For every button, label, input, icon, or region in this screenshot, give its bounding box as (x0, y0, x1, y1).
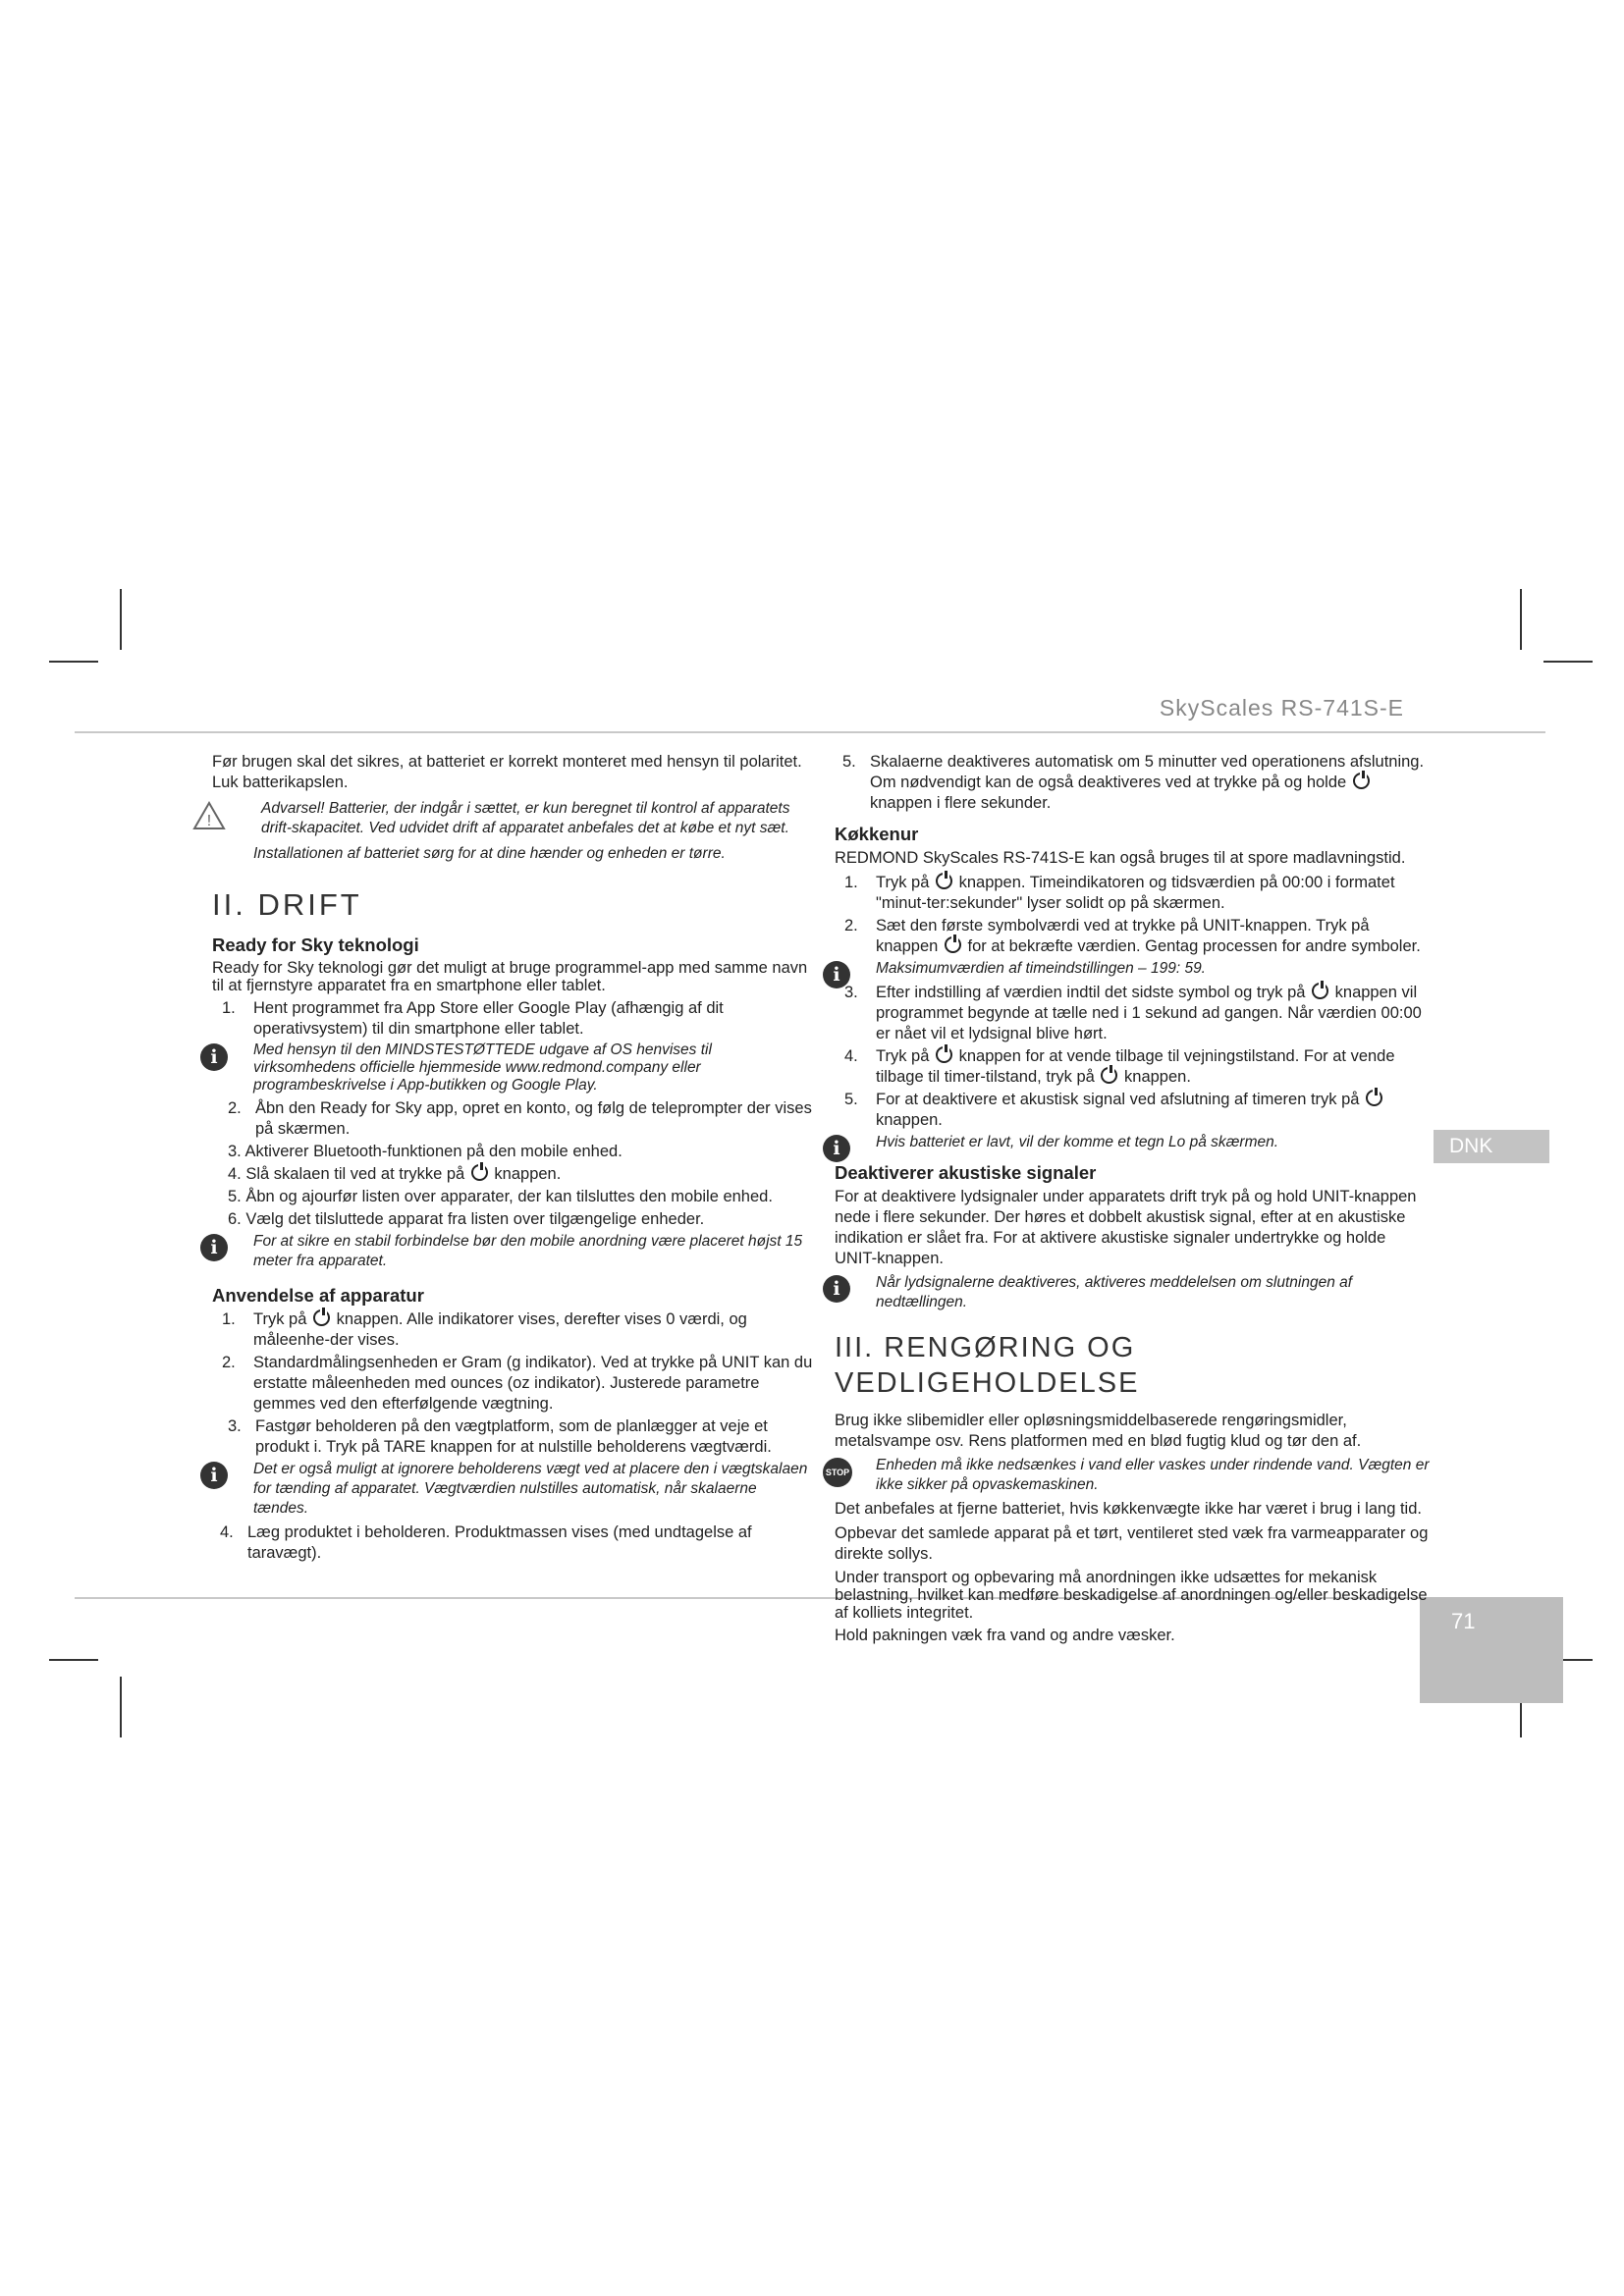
info-icon: i (200, 1462, 228, 1489)
power-icon (1366, 1090, 1382, 1106)
crop-mark (1520, 589, 1522, 650)
use-title: Anvendelse af apparatur (212, 1285, 424, 1306)
power-icon (471, 1164, 488, 1181)
left-column (206, 752, 815, 1566)
list-item: 5. For at deaktivere et akustisk signal ved afslutning af timeren tryk på knappen. (835, 1090, 1432, 1131)
model-name: SkyScales RS-741S-E (1159, 695, 1404, 721)
power-icon (936, 1046, 952, 1063)
timer-steps (835, 873, 1432, 957)
use-note: i Det er også muligt at ignorere beholderens vægt ved at placere den i vægtskalaen for tænding af apparatet. Vægtværdien nulstilles automatisk, når skalaerne tændes. (200, 1460, 815, 1519)
svg-text:!: ! (206, 813, 212, 829)
sound-note: i Når lydsignalerne deaktiveres, aktiveres meddelelsen om slutningen af nedtællingen. (823, 1273, 1432, 1312)
clean-p5: Hold pakningen væk fra vand og andre væsker. (835, 1627, 1175, 1644)
crop-mark (120, 589, 122, 650)
timer-steps-2 (835, 983, 1432, 1131)
list-item: 3. Fastgør beholderen på den vægtplatform, som de planlægger at veje et produkt i. Tryk på TARE knappen for at nulstille beholderens vægtværdi. (228, 1417, 772, 1456)
list-item: 1. Tryk på knappen. Alle indikatorer vises, derefter vises 0 værdi, og måleenhe-der vises. (222, 1310, 747, 1349)
crop-mark (49, 1659, 98, 1661)
warning-note (206, 799, 815, 838)
use-steps (212, 1309, 815, 1415)
power-icon (945, 936, 961, 953)
install-note: Installationen af batteriet sørg for at dine hænder og enheden er tørre. (253, 845, 726, 862)
sound-text: For at deaktivere lydsignaler under apparatets drift tryk på og hold UNIT-knappen nede i flere sekunder. Der høres et dobbelt akustisk signal, efter at en akustiske indikation er slået fra. For at aktivere akustiske signaler undertrykke og holde UNIT-knappen. (835, 1188, 1417, 1267)
power-icon (1312, 983, 1328, 999)
language-tab: DNK (1434, 1130, 1549, 1163)
list-item: 1. Tryk på knappen. Timeindikatoren og tidsværdien på 00:00 i formatet "minut-ter:sekunder" lyser solidt op på skærmen. (844, 874, 1395, 912)
list-item: 2. Åbn den Ready for Sky app, opret en konto, og følg de teleprompter der vises på skærmen. (228, 1099, 812, 1138)
list-item: 3. Aktiverer Bluetooth-funktionen på den mobile enhed. (228, 1143, 623, 1160)
clean-p2: Det anbefales at fjerne batteriet, hvis køkkenvægte ikke har været i brug i lang tid. (835, 1500, 1422, 1518)
info-icon: i (200, 1234, 228, 1261)
sound-title: Deaktiverer akustiske signaler (835, 1162, 1097, 1183)
clean-p4: Under transport og opbevaring må anordningen ikke udsættes for mekanisk belastning, hvilket kan medføre beskadigelse af anordningen og/eller beskadigelse af kolliets integritet. (835, 1569, 1428, 1622)
list-item: 5. Skalaerne deaktiveres automatisk om 5 minutter ved operationens afslutning. Om nødvendigt kan de også deaktiveres ved at trykke på og holde knappen i flere sekunder. (842, 753, 1425, 812)
use-steps-3 (212, 1522, 815, 1564)
info-icon: i (823, 961, 850, 988)
use-steps-2 (212, 1416, 815, 1458)
list-item: 2. Standardmålingsenheden er Gram (g indikator). Ved at trykke på UNIT kan du erstatte måleenheden med ounces (oz indikator). Justerede parametre gemmes ved den efterfølgende vægtning. (222, 1354, 813, 1413)
header-rule (75, 731, 1545, 733)
section-clean-title: III. RENGØRING OG VEDLIGEHOLDELSE (835, 1332, 1140, 1399)
list-item: 4. Tryk på knappen for at vende tilbage til vejningstilstand. For at vende tilbage til timer-tilstand, tryk på knappen. (844, 1047, 1395, 1086)
timer-note2: i Hvis batteriet er lavt, vil der komme et tegn Lo på skærmen. (823, 1133, 1432, 1152)
crop-mark (1543, 661, 1593, 663)
stop-icon: STOP (823, 1458, 852, 1487)
clean-p3: Opbevar det samlede apparat på et tørt, ventileret sted væk fra varmeapparater og direkte sollys. (835, 1524, 1429, 1563)
right-step5 (835, 752, 1432, 814)
warning-icon (192, 801, 226, 836)
sky-intro: Ready for Sky teknologi gør det muligt at bruge programmel-app med samme navn til at fjernstyre apparatet fra en smartphone eller tablet. (212, 959, 808, 994)
power-icon (936, 873, 952, 889)
timer-note1: i Maksimumværdien af timeindstillingen – 199: 59. (823, 959, 1432, 979)
list-item: 1. Hent programmet fra App Store eller Google Play (afhængig af dit operativsystem) til din smartphone eller tablet. (222, 999, 724, 1038)
sky-steps (212, 998, 815, 1040)
crop-mark (49, 661, 98, 663)
sky-steps-2 (212, 1098, 815, 1230)
list-item: 2. Sæt den første symbolværdi ved at trykke på UNIT-knappen. Tryk på knappen for at bekræfte værdien. Gentag processen for andre symboler. (844, 917, 1421, 955)
crop-mark (120, 1677, 122, 1737)
warning-text: Advarsel! Batterier, der indgår i sættet, er kun beregnet til kontrol af apparatets drift-skapacitet. Ved udvidet drift af apparatet anbefales det at købe et nyt sæt. (261, 800, 790, 836)
info-icon: i (823, 1135, 850, 1162)
timer-title: Køkkenur (835, 824, 919, 844)
power-icon (313, 1309, 330, 1326)
stop-note: STOP Enheden må ikke nedsænkes i vand eller vaskes under rindende vand. Vægten er ikke sikker på opvaskemaskinen. (823, 1456, 1432, 1495)
list-item: 4. Læg produktet i beholderen. Produktmassen vises (med undtagelse af taravægt). (220, 1523, 752, 1562)
timer-intro: REDMOND SkyScales RS-741S-E kan også bruges til at spore madlavningstid. (835, 849, 1406, 867)
battery-intro: Før brugen skal det sikres, at batteriet er korrekt monteret med hensyn til polaritet. Luk batterikapslen. (212, 753, 802, 791)
page-number: 71 (1420, 1597, 1563, 1703)
list-item: 6. Vælg det tilsluttede apparat fra listen over tilgængelige enheder. (228, 1210, 705, 1228)
sky-title: Ready for Sky teknologi (212, 934, 419, 955)
right-column (825, 752, 1432, 1650)
info-icon: i (200, 1043, 228, 1071)
section-drift-title: II. DRIFT (212, 887, 362, 922)
power-icon (1101, 1067, 1117, 1084)
list-item: 3. Efter indstilling af værdien indtil det sidste symbol og tryk på knappen vil programmet begynde at tælle ned i 1 sekund ad gangen. Når værdien 00:00 er nået vil et lydsignal blive hørt. (844, 984, 1422, 1042)
list-item: 4. Slå skalaen til ved at trykke på knappen. (228, 1165, 562, 1183)
power-icon (1353, 773, 1370, 789)
info-icon: i (823, 1275, 850, 1303)
clean-p1: Brug ikke slibemidler eller opløsningsmiddelbaserede rengøringsmidler, metalsvampe osv. Rens platformen med en blød fugtig klud og tør den af. (835, 1412, 1362, 1450)
sky-note1: i Med hensyn til den MINDSTESTØTTEDE udgave af OS henvises til virksomhedens officielle hjemmeside www.redmond.company eller programbeskrivelse i App-butikken og Google Play. (200, 1041, 815, 1095)
sky-note2: i For at sikre en stabil forbindelse bør den mobile anordning være placeret højst 15 meter fra apparatet. (200, 1232, 815, 1271)
list-item: 5. Åbn og ajourfør listen over apparater, der kan tilsluttes den mobile enhed. (228, 1188, 773, 1205)
